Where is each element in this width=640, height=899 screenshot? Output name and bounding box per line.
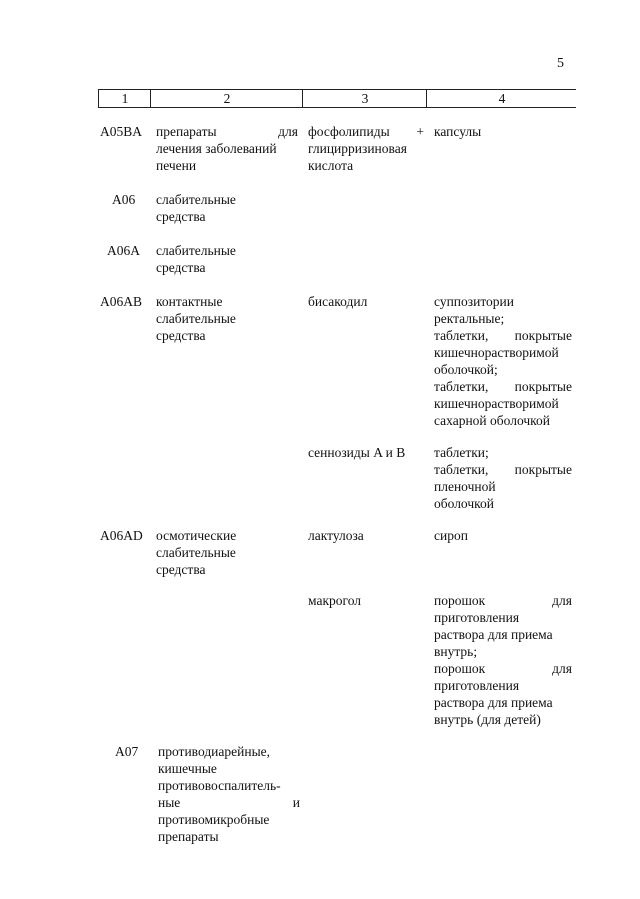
group-line: слабительные (156, 243, 236, 258)
group-line: препараты для (156, 124, 298, 139)
form-line: сироп (434, 528, 468, 543)
group-line: слабительные (156, 311, 236, 326)
form-line: приготовления (434, 610, 520, 625)
atc-code: A06A (107, 243, 140, 258)
group-name (158, 743, 300, 845)
dosage-forms (434, 123, 572, 140)
substance-name (308, 123, 424, 174)
header-col-3: 3 (302, 90, 427, 107)
group-line: средства (156, 260, 206, 275)
atc-code: A06AD (100, 528, 143, 543)
form-line: кишечнорастворимой (434, 345, 559, 360)
group-line: лечения заболеваний (156, 141, 277, 156)
form-line: сахарной оболочкой (434, 413, 551, 428)
group-line: слабительные (156, 192, 236, 207)
form-line: оболочкой (434, 496, 494, 511)
substance-line: макрогол (308, 593, 362, 608)
atc-code: A06AB (100, 294, 143, 309)
atc-code: A06 (112, 192, 136, 207)
form-line: раствора для приема (434, 695, 553, 710)
atc-code: A07 (115, 744, 139, 759)
group-line: препараты (158, 829, 219, 844)
form-line: приготовления (434, 678, 520, 693)
group-line: осмотические (156, 528, 237, 543)
header-col-1: 1 (98, 90, 151, 107)
form-line: таблетки; (434, 445, 489, 460)
header-col-4: 4 (426, 90, 577, 107)
substance-name (308, 527, 424, 544)
substance-name (308, 444, 432, 461)
group-line: противомикробные (158, 812, 270, 827)
form-line: суппозитории (434, 294, 514, 309)
substance-line: лактулоза (308, 528, 364, 543)
group-line: противовоспалитель- (158, 778, 281, 793)
form-line: порошок для (434, 593, 572, 608)
form-line: пленочной (434, 479, 496, 494)
form-line: раствора для приема (434, 627, 553, 642)
group-name (156, 123, 298, 174)
substance-name (308, 293, 424, 310)
dosage-forms (434, 444, 572, 512)
group-name (156, 293, 298, 344)
substance-line: фосфолипиды + (308, 124, 424, 139)
group-line: средства (156, 562, 206, 577)
group-line: контактные (156, 294, 223, 309)
substance-line: сеннозиды A и B (308, 445, 406, 460)
form-line: капсулы (434, 124, 482, 139)
atc-code: A05BA (100, 124, 143, 139)
substance-name (308, 592, 424, 609)
form-line: внутрь; (434, 644, 478, 659)
form-line: таблетки, покрытые (434, 379, 572, 394)
form-line: кишечнорастворимой (434, 396, 559, 411)
group-name (156, 242, 298, 276)
dosage-forms (434, 293, 572, 429)
form-line: оболочкой; (434, 362, 498, 377)
substance-line: бисакодил (308, 294, 368, 309)
group-line: ные и (158, 795, 300, 810)
group-line: средства (156, 328, 206, 343)
page-number: 5 (557, 56, 564, 71)
group-name (156, 191, 298, 225)
group-line: средства (156, 209, 206, 224)
form-line: ректальные; (434, 311, 505, 326)
group-line: противодиарейные, (158, 744, 271, 759)
form-line: таблетки, покрытые (434, 328, 572, 343)
form-line: таблетки, покрытые (434, 462, 572, 477)
header-col-2: 2 (150, 90, 303, 107)
substance-line: глицирризиновая (308, 141, 407, 156)
form-line: порошок для (434, 661, 572, 676)
group-line: печени (156, 158, 197, 173)
group-line: слабительные (156, 545, 236, 560)
dosage-forms (434, 527, 572, 544)
dosage-forms (434, 592, 572, 728)
table-header (98, 89, 576, 108)
group-name (156, 527, 298, 578)
substance-line: кислота (308, 158, 354, 173)
group-line: кишечные (158, 761, 217, 776)
form-line: внутрь (для детей) (434, 712, 541, 727)
